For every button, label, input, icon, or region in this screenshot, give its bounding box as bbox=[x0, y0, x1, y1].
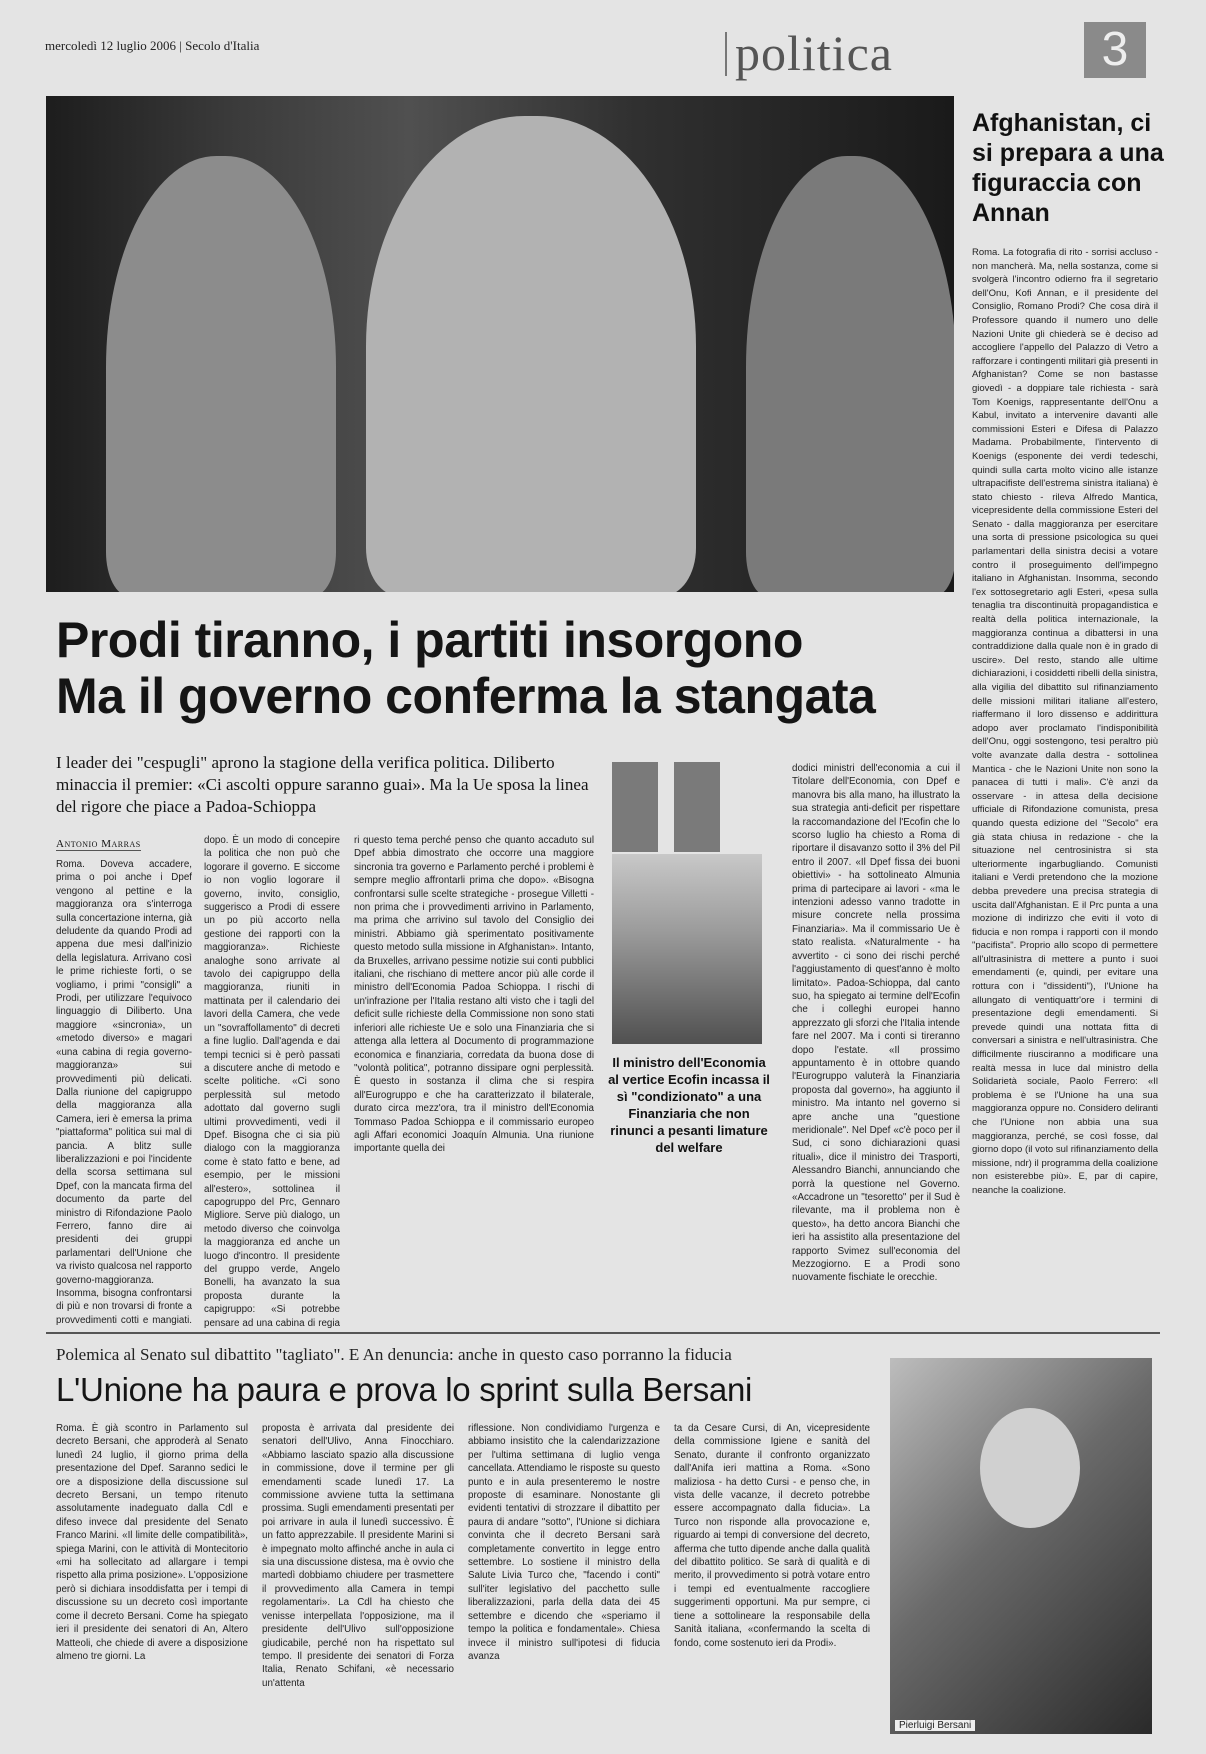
ecofin-photo bbox=[612, 854, 762, 1044]
quote-mark-graphic bbox=[612, 762, 762, 852]
article-column-4: dodici ministri dell'economia a cui il Titolare dell'Economia, con Dpef e manovra bis alla mano, ha illustrato la sua strategia anti-deficit per rispettare la raccomandazione del l'Ecofin che lo scorso luglio ha chiesto a Roma di riportare il disavanzo sotto il 3% del Pil entro il 2007. «Il Dpef fissa dei buoni obiettivi» - ha sottolineato Almunia prima di partecipare ai lavori - «ma le intenzioni adesso vanno tradotte in misure concrete nella prossima Finanziaria». Ma il commissario Ue è stato realista. «Naturalmente - ha avvertito - ci sono dei rischi perché l'aggiustamento di quest'anno è molto limitato». Padoa-Schioppa, dal canto suo, ha spiegato ai termine dell'Ecofin che i colleghi europei hanno apprezzato gli sforzi che l'Italia intende fare nel 2007. Ma i conti si tireranno dopo l'estate. «Il prossimo appuntamento è in ottobre quando l'Eurogruppo valuterà la Finanziaria proposta dal governo», ha aggiunto il ministro. Ma intanto nel governo si apre anche una "questione meridionale". Nel Dpef «c'è poco per il Sud, ci sono dichiarazioni quasi rituali», dice il ministro dei Trasporti, Alessandro Bianchi, annunciando che porrà la questione nel Governo. «Accadrone un "tesoretto" per il Sud è rilevante, ma il problema non è questo», ha detto ancora Bianchi che ieri ha assistito alla presentazione del rapporto Svimez sull'economia del Mezzogiorno. E a Prodi sono nuovamente fischiate le orecchie. bbox=[792, 763, 960, 1284]
masthead-date: mercoledì 12 luglio 2006 bbox=[45, 38, 177, 53]
second-kicker: Polemica al Senato sul dibattito "tagliato". E An denuncia: anche in questo caso porranno la fiducia bbox=[56, 1345, 732, 1364]
main-headline-line2: Ma il governo conferma la stangata bbox=[56, 668, 876, 724]
main-headline bbox=[56, 612, 976, 724]
main-photo bbox=[46, 96, 954, 592]
sidebar-headline: Afghanistan, ci si prepara a una figuraccia con Annan bbox=[972, 109, 1164, 227]
ecofin-photo-caption: Il ministro dell'Economia al vertice Ecofin incassa il sì "condizionato" a una Finanziaria che non rinunci a pesanti limature del welfare bbox=[608, 1055, 770, 1155]
second-headline: L'Unione ha paura e prova lo sprint sulla Bersani bbox=[56, 1371, 753, 1408]
photo-figure-right bbox=[746, 156, 954, 592]
photo-figure-left bbox=[106, 156, 336, 592]
bersani-photo-caption: Pierluigi Bersani bbox=[895, 1720, 975, 1731]
masthead-paper: Secolo d'Italia bbox=[185, 38, 260, 53]
second-column-2: proposta è arrivata dal presidente dei senatori dell'Ulivo, Anna Finocchiaro. «Abbiamo lasciato spazio alla discussione in commissione, dove il termine per gli emendamenti scade lunedì 17. La commissione avviene tutta la settimana prossima. Sugli emendamenti presentati per poi arrivare in aula il lunedì successivo. È un fatto apprezzabile. Il presidente Marini si è impegnato molto affinché anche in aula ci sia una discussione distesa, ma è ovvio che martedì dobbiamo chiudere per trasmettere il provvedimento alla Camera in tempi regolamentari». La Cdl ha chiesto che venisse interpellata l'opposizione, ma il presidente dell'Ulivo sull'opposizione giudicabile, perché non ha rispettato sul tempo. Il presidente dei senatori di Forza Italia, Renato Schifani, «è necessario un'attenta bbox=[262, 1423, 454, 1689]
main-deck: I leader dei "cespugli" aprono la stagione della verifica politica. Diliberto minaccia il premier: «Ci ascolti oppure saranno guai». Ma la Ue sposa la linea del rigore che piace a Padoa-Schioppa bbox=[56, 753, 589, 816]
page-number: 3 bbox=[1084, 22, 1146, 78]
sidebar-body: Roma. La fotografia di rito - sorrisi accluso - non mancherà. Ma, nella sostanza, come si svolgerà l'incontro odierno fra il segretario dell'Onu, Kofi Annan, e il presidente del Consiglio, Romano Prodi? Che cosa dirà il Professore quando il numero uno delle Nazioni Unite gli chiederà se è deciso ad accogliere l'appello del Palazzo di Vetro a rafforzare i contingenti militari già presenti in Afghanistan? Come se non bastasse giovedì - a doppiare tale richiesta - sarà Tom Koenigs, rappresentante dell'Onu a Kabul, invitato a intervenire davanti alle commissioni Esteri e Difesa di Palazzo Madama. Probabilmente, l'intervento di Koenigs (esponente dei verdi tedeschi, quindi sulla carta molto vicino alle istanze ultrapacifiste dell'estrema sinistra italiana) è stato chiesto - rileva Alfredo Mantica, vicepresidente della commissione Esteri del Senato - dalla maggioranza per esercitare una sorta di pressione psicologica su quei parlamentari della sinistra decisi a votare contro il proseguimento dell'impegno italiano in Afghanistan. Insomma, secondo l'ex sottosegretario agli Esteri, «pesa sulla tenaglia tra discontinuità propagandistica e realtà della politica internazionale, la maggioranza continua a dibattersi in una contraddizione dalla quale non è in grado di uscire». Del resto, stando alle ultime dichiarazioni, i cosiddetti ribelli della sinistra, alla vigilia del dibattito sul rifinanziamento delle missioni militari italiane all'estero, riaffermano il loro dissenso e addirittura adopo aver proclamato l'indisponibilità dell'Onu, oggi sostengono, tesi peraltro più volte avanzate dalla destra - sottolinea Mantica - che le Nazioni Unite non sono la panacea di tutti i mali». C'è anzi da osservare - in attesa della decisione ufficiale di Rifondazione comunista, presa quando questa edizione del "Secolo" era già stata chiusa in redazione - che la situazione nel centrosinistra si sta ulteriormente ingarbugliando. Comunisti italiani e Verdi pretendono che la mozione debba prevedere una precisa strategia di uscita dall'Afghanistan. E il Prc punta a una mozione di indirizzo che eviti il voto di fiducia e non rompa i rapporti con il mondo "pacifista". Proprio allo scopo di permettere all'ultrasinistra di mettere a punto i suoi emendamenti (e, quindi, per evitare una rottura con i "dissidenti"), l'Unione ha allungato di ventiquattr'ore i termini di presentazione degli emendamenti. Si prevede quindi una nottata fitta di conversari a sinistra e nell'ultrasinistra. Che difficilmente riusciranno a modificare una realtà messa in luce dal ministro della Solidarietà sociale, Paolo Ferrero: «Il problema è se l'Unione ha una sua maggioranza oppure no. Considero deliranti che l'Unione non abbia una sua maggioranza, perché, se così fosse, dal giorno dopo (il voto sul rifinanziamento della missione, ndr) il programma della coalizione non esisterebbe più». E, par di capire, neanche la coalizione. bbox=[972, 247, 1158, 1196]
main-headline-line1: Prodi tiranno, i partiti insorgono bbox=[56, 612, 803, 668]
article-column-2: dopo. È un modo di concepire la politica che non può che logorare il governo. E siccome io non voglio logorare il governo, invito, consiglio, suggerisco a Prodi di essere un po più accorto nella gestione dei rapporti con la maggioranza». Richieste analoghe sono arrivate al tavolo dei capigruppo della maggioranza, riuniti in mattinata per il calendario dei lavori della Camera, che vede un "sovraffollamento" di decreti a fine luglio. Dall'agenda e dai tempi tecnici si è però passati a discutere anche di metodo e scelte politiche. «Ci sono perplessità sul metodo adottato dal governo sugli ultimi provvedimenti, vedi il Dpef. Bisogna che ci sia più dialogo con la maggioranza come è stato fatto e bene, ad esempio, per le missioni all'estero», sottolinea il capogruppo del Prc, Gennaro Migliore. Serve più dialogo, un metodo diverso che coinvolga la maggioranza ed anche un luogo d'incontro. Il presidente del gruppo verde, Angelo Bonelli, ha avanzato la sua proposta durante la capigruppo: «Si potrebbe pensare ad una cabina di regia bbox=[204, 835, 340, 1328]
second-column-3: riflessione. Non condividiamo l'urgenza e abbiamo insistito che la calendarizzazione per l'ultima settimana di luglio venga cancellata. Attendiamo le risposte su questo punto e in aula presenteremo le nostre proposte di esaminare. Nonostante gli evidenti tentativi di strozzare il dibattito per paura di andare "sotto", l'Unione si dichiara convinta che il decreto Bersani sarà completamente convertito in legge entro settembre. Lo sostiene il ministro della Salute Livia Turco che, "facendo i conti" sull'iter legislativo del pacchetto sulle liberalizzazioni, parla della data dei 45 settembre e dicendo che «speriamo il tempo la politica e fondamentale». Chiesa invece il ministro sull'ipotesi di fiducia avanza bbox=[468, 1423, 660, 1662]
bersani-photo bbox=[890, 1358, 1152, 1734]
second-column-4: ta da Cesare Cursi, di An, vicepresidente della commissione Igiene e sanità del Senato, durante il confronto organizzato dall'Anifa ieri mattina a Roma. «Sono maliziosa - ha detto Cursi - e penso che, in vista delle vacanze, il decreto potrebbe essere accompagnato dalla fiducia». La Turco non risponde alla provocazione e, riguardo ai tempi di conversione del decreto, afferma che tutto dipende anche dalla qualità del dibattito politico. Se sarà di qualità e di merito, il provvedimento si potrà votare entro i tempi ed eventualmente raccogliere suggerimenti opportuni. Ma pur sempre, ci tiene a sottolineare la responsabile della Sanità italiana, «confermando la scelta di fondo, come sostenuto ieri da Prodi». bbox=[674, 1423, 870, 1649]
article-column-3: ri questo tema perché penso che quanto accaduto sul Dpef abbia dimostrato che occorre una maggiore sincronia tra governo e Parlamento perché i problemi è sempre meglio affrontarli prima che dopo». «Bisogna confrontarsi sulle scelte strategiche - prosegue Villetti - non prima che i provvedimenti arrivino in Parlamento, ma prima che arrivino sul tavolo del Consiglio dei ministri. Abbiamo già sperimentato positivamente questo metodo sulla missione in Afghanistan». Intanto, da Bruxelles, arrivano pessime notizie sui conti pubblici italiani, che rischiano di mettere ancor più alle corde il ministro dell'Economia Padoa Schioppa. I rischi di un'infrazione per l'Italia restano alti visto che i tagli del deficit sulle richieste della Commissione non sono stati inferiori alle richieste Ue e solo una Finanziaria che si attenga alla lettera al Documento di programmazione economica e finanziaria, corredata da buona dose di "volontà politica", potranno dissipare ogni perplessità. È questo in sostanza il clima che si respira all'Eurogruppo e che ha caratterizzato il bilaterale, durato circa mezz'ora, tra il ministro dell'Economia Tommaso Padoa Schioppa e il commissario europeo agli Affari economici Joaquín Almunia. Una riunione importante quella dei bbox=[354, 835, 594, 1155]
byline: Antonio Marras bbox=[56, 838, 141, 850]
article-column-1: Roma. Doveva accadere, prima o poi anche i Dpef vengono al pettine e la maggioranza ora s'interroga sulla concertazione interna, già deludente da quando Prodi ad appena due mesi dall'inizio della legislatura. Arrivano così le prime richieste forti, o se vogliamo, i primi "consigli" a Prodi, per utilizzare l'equivoco linguaggio di Diliberto. Una maggiore «sincronia», un «metodo diverso» e magari «una cabina di regia governo-maggioranza» sui provvedimenti più delicati. Dalla riunione del capigruppo della maggioranza alla Camera, ieri è emersa la prima "piattaforma" politica sui mal di pancia. A blitz sulle liberalizzazioni e poi l'incidente della scorsa settimana sul Dpef, con la mancata firma del documento da parte del ministro di Rifondazione Paolo Ferrero, fanno dire ai presidenti dei gruppi parlamentari dell'Unione che va rivisto qualcosa nel rapporto governo-maggioranza. Insomma, bisogna confrontarsi di più e non trovarsi di fronte a provvedimenti cotti e mangiati. bbox=[56, 859, 192, 1326]
masthead: mercoledì 12 luglio 2006 | Secolo d'Italia bbox=[45, 38, 260, 53]
second-column-1: Roma. È già scontro in Parlamento sul decreto Bersani, che approderà al Senato lunedì 24 luglio, il giorno prima della presentazione del Dpef. Saranno sedici le ore a disposizione della discussione sul decreto Bersani, un tempo ritenuto assolutamente inadeguato dalla Cdl e difeso invece dal presidente del Senato Franco Marini. «Il limite delle compatibilità», spiega Marini, con le attività di Montecitorio «mi ha sollecitato ad allargare i tempi rispetto alla prima posizione». L'opposizione però si dichiara insoddisfatta per i tempi di discussione su un decreto così importante come il decreto Bersani. Come ha spiegato ieri il presidente dei senatori di An, Altero Matteoli, che chiede di avere a disposizione almeno tre giorni. La bbox=[56, 1423, 248, 1662]
section-rule bbox=[46, 1332, 1160, 1334]
section-title: politica bbox=[735, 25, 893, 81]
photo-figure-center bbox=[366, 116, 696, 592]
photo-face bbox=[980, 1408, 1080, 1528]
section-divider bbox=[725, 32, 727, 76]
